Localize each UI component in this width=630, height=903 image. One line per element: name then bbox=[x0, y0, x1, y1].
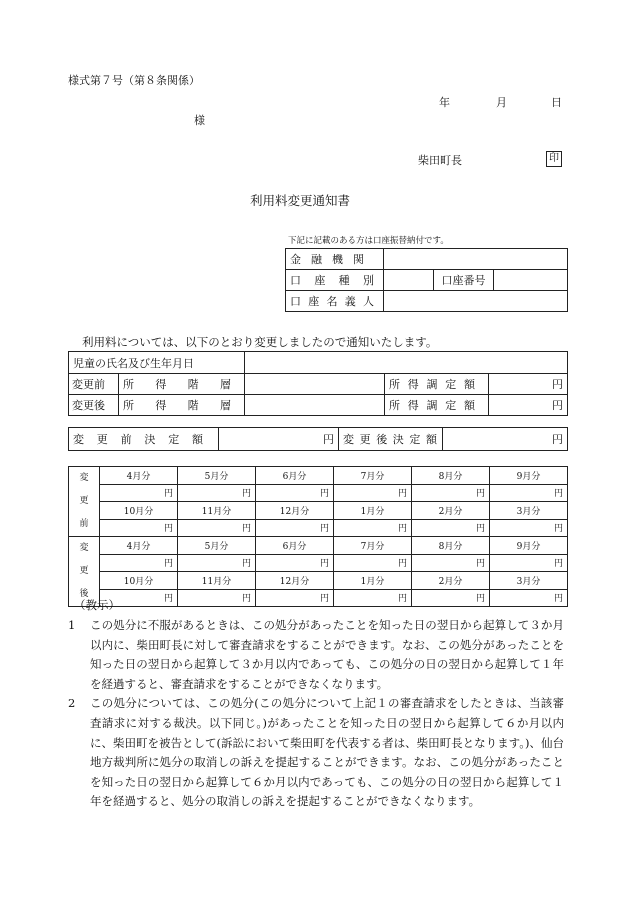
month-header-cell: 9月分 bbox=[490, 537, 568, 555]
label-account-number: 口座番号 bbox=[434, 270, 494, 291]
document-title: 利用料変更通知書 bbox=[250, 193, 351, 208]
month-header-cell: 3月分 bbox=[490, 502, 568, 520]
month-amount-cell: 円 bbox=[256, 519, 334, 537]
label-after-amount: 変更後決定額 bbox=[339, 428, 443, 451]
child-name-birthdate-field bbox=[245, 352, 568, 374]
before-amount-yen: 円 bbox=[219, 428, 339, 451]
month-header-cell: 6月分 bbox=[256, 537, 334, 555]
month-header-cell: 11月分 bbox=[178, 502, 256, 520]
date-year: 年 bbox=[439, 96, 450, 109]
month-header-cell: 8月分 bbox=[412, 537, 490, 555]
month-header-cell: 2月分 bbox=[412, 502, 490, 520]
after-label-char: 後 bbox=[79, 589, 89, 599]
month-amount-cell: 円 bbox=[178, 484, 256, 502]
month-amount-cell: 円 bbox=[100, 589, 178, 607]
month-amount-cell: 円 bbox=[412, 484, 490, 502]
month-header-cell: 10月分 bbox=[100, 502, 178, 520]
month-header-cell: 7月分 bbox=[334, 467, 412, 485]
month-amount-cell: 円 bbox=[334, 589, 412, 607]
month-header-cell: 7月分 bbox=[334, 537, 412, 555]
month-amount-cell: 円 bbox=[100, 519, 178, 537]
label-income-adjusted-before: 所得調定額 bbox=[385, 374, 489, 395]
label-child-name-birthdate: 児童の氏名及び生年月日 bbox=[69, 352, 245, 374]
label-income-adjusted-after: 所得調定額 bbox=[385, 395, 489, 416]
month-header-cell: 3月分 bbox=[490, 572, 568, 590]
month-amount-cell: 円 bbox=[178, 519, 256, 537]
before-label bbox=[69, 467, 100, 537]
month-amount-cell: 円 bbox=[100, 554, 178, 572]
month-amount-cell: 円 bbox=[490, 519, 568, 537]
month-header-cell: 4月分 bbox=[100, 467, 178, 485]
month-header-cell: 12月分 bbox=[256, 572, 334, 590]
sender-name: 柴田町長 bbox=[418, 154, 462, 167]
date-day: 日 bbox=[551, 96, 562, 109]
label-account-holder: 口座名義人 bbox=[286, 291, 384, 312]
income-class-after-field bbox=[245, 395, 385, 416]
after-label-char: 更 bbox=[79, 566, 89, 576]
amount-table bbox=[68, 427, 568, 451]
before-label-char: 前 bbox=[79, 519, 89, 529]
details-table bbox=[68, 351, 568, 416]
label-bank-institution: 金融機関 bbox=[286, 249, 384, 270]
bank-institution-field bbox=[384, 249, 568, 270]
label-before: 変更前 bbox=[69, 374, 119, 395]
month-header-cell: 9月分 bbox=[490, 467, 568, 485]
notice-item-1: 1 この処分に不服があるときは、この処分があったことを知った日の翌日から起算して３か月以内に、柴田町長に対して審査請求をすることができます。なお、この処分があったことを知った日の翌日から起算して３か月以内であっても、この処分の日の翌日から起算して１年を経過すると、審査請求をすることができなくなります。 bbox=[68, 618, 564, 691]
notice-section bbox=[68, 616, 564, 812]
month-header-cell: 5月分 bbox=[178, 537, 256, 555]
account-number-field bbox=[494, 270, 568, 291]
intro-text: 利用料については、以下のとおり変更しましたので通知いたします。 bbox=[82, 335, 438, 349]
form-number: 様式第７号（第８条関係） bbox=[68, 74, 200, 87]
label-account-type: 口座種別 bbox=[286, 270, 384, 291]
income-adjusted-before-yen: 円 bbox=[489, 374, 568, 395]
month-amount-cell: 円 bbox=[490, 484, 568, 502]
month-amount-cell: 円 bbox=[490, 589, 568, 607]
month-amount-cell: 円 bbox=[256, 589, 334, 607]
month-amount-cell: 円 bbox=[412, 589, 490, 607]
month-amount-cell: 円 bbox=[256, 484, 334, 502]
month-amount-cell: 円 bbox=[178, 554, 256, 572]
month-amount-cell: 円 bbox=[334, 519, 412, 537]
label-after: 変更後 bbox=[69, 395, 119, 416]
before-label-char: 更 bbox=[79, 496, 89, 506]
month-header-cell: 12月分 bbox=[256, 502, 334, 520]
after-label bbox=[69, 537, 100, 607]
bank-table bbox=[285, 248, 568, 312]
month-amount-cell: 円 bbox=[412, 554, 490, 572]
account-holder-field bbox=[384, 291, 568, 312]
month-header-cell: 11月分 bbox=[178, 572, 256, 590]
month-header-cell: 10月分 bbox=[100, 572, 178, 590]
month-amount-cell: 円 bbox=[256, 554, 334, 572]
month-header-cell: 8月分 bbox=[412, 467, 490, 485]
month-amount-cell: 円 bbox=[178, 589, 256, 607]
account-type-field bbox=[384, 270, 434, 291]
label-income-class-before: 所得階層 bbox=[119, 374, 245, 395]
income-class-before-field bbox=[245, 374, 385, 395]
month-amount-cell: 円 bbox=[100, 484, 178, 502]
after-label-char: 変 bbox=[79, 543, 89, 553]
date-month: 月 bbox=[496, 96, 507, 109]
month-header-cell: 2月分 bbox=[412, 572, 490, 590]
seal-icon: 印 bbox=[546, 151, 562, 167]
month-amount-cell: 円 bbox=[334, 484, 412, 502]
notice-item-2: 2 この処分については、この処分(この処分について上記１の審査請求をしたときは、当該審査請求に対する裁決。以下同じ。)があったことを知った日の翌日から起算して６か月以内に、柴田町を被告として(訴訟において柴田町を代表する者は、柴田町長となります。)、仙台地方裁判所に処分の取消しの訴えを提起することができます。なお、この処分があったことを知った日の翌日から起算して６か月以内であっても、この処分の日の翌日から起算して１年を経過すると、処分の取消しの訴えを提起することができなくなります。 bbox=[68, 696, 564, 809]
month-amount-cell: 円 bbox=[334, 554, 412, 572]
month-header-cell: 1月分 bbox=[334, 502, 412, 520]
monthly-table bbox=[68, 466, 568, 607]
notice-heading: （教示） bbox=[74, 598, 120, 612]
income-adjusted-after-yen: 円 bbox=[489, 395, 568, 416]
label-income-class-after: 所得階層 bbox=[119, 395, 245, 416]
month-header-cell: 5月分 bbox=[178, 467, 256, 485]
bank-note: 下記に記載のある方は口座振替納付です。 bbox=[288, 236, 449, 246]
recipient-honorific: 様 bbox=[194, 114, 205, 127]
before-label-char: 変 bbox=[79, 473, 89, 483]
label-before-amount: 変更前決定額 bbox=[69, 428, 219, 451]
month-header-cell: 1月分 bbox=[334, 572, 412, 590]
month-amount-cell: 円 bbox=[490, 554, 568, 572]
month-header-cell: 4月分 bbox=[100, 537, 178, 555]
after-amount-yen: 円 bbox=[443, 428, 568, 451]
month-amount-cell: 円 bbox=[412, 519, 490, 537]
month-header-cell: 6月分 bbox=[256, 467, 334, 485]
